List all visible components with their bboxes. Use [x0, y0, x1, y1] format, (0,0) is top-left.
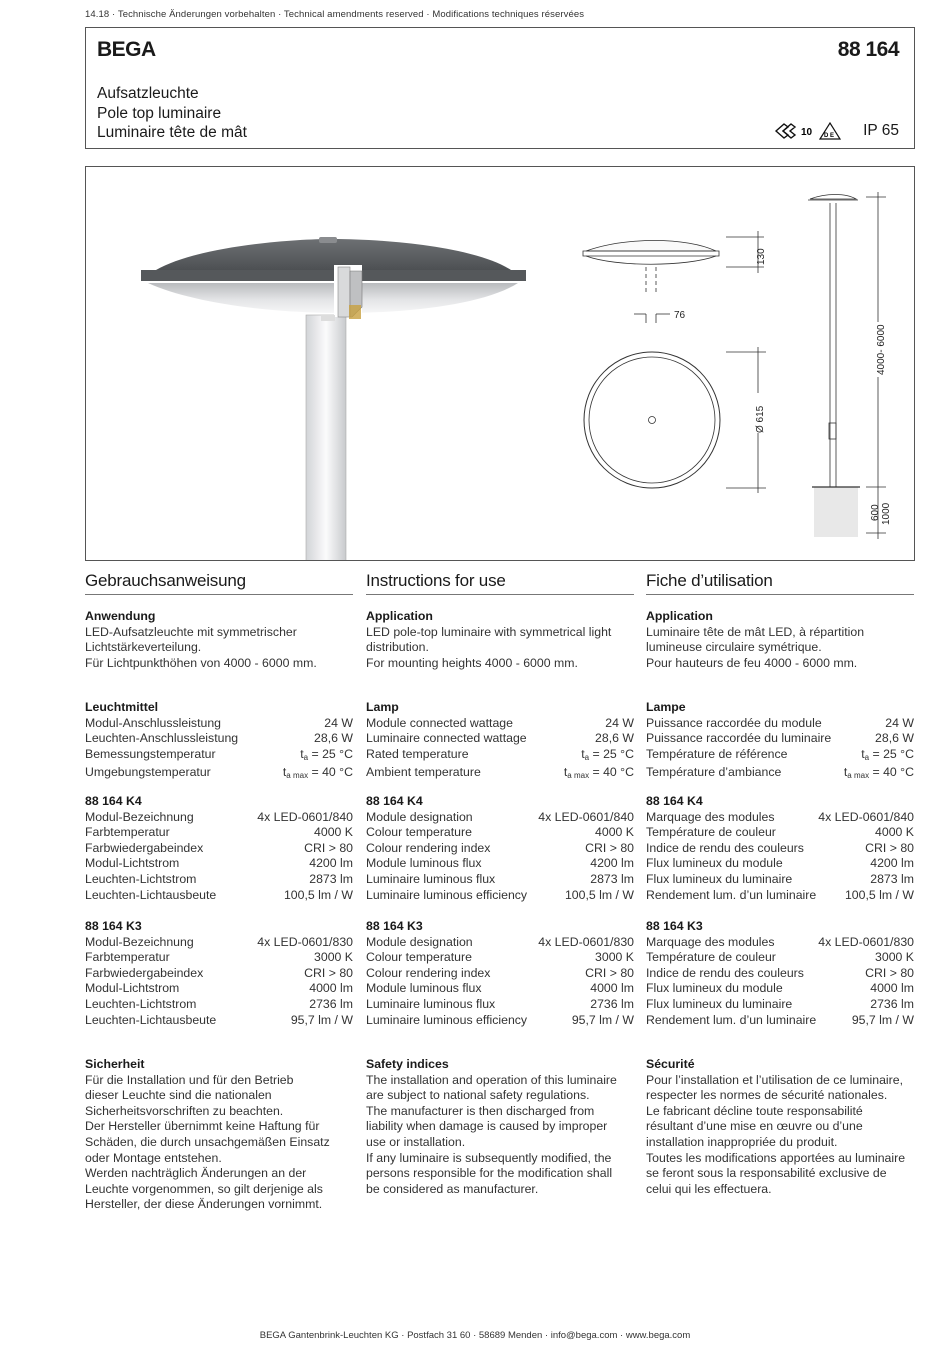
text-line: oder Montage entstehen.	[85, 1150, 222, 1165]
spec-row: Modul-Bezeichnung 4x LED-0601/830	[85, 934, 353, 949]
spec-row: Luminaire luminous flux 2736 lm	[366, 996, 634, 1011]
lamp-section	[85, 700, 353, 784]
text-line: Werden nachträglich Änderungen an der	[85, 1166, 307, 1181]
text-line: Sicherheitsvorschriften zu beachten.	[85, 1103, 284, 1118]
spec-row: Indice de rendu des couleurs CRI > 80	[646, 840, 914, 855]
text-line: se feront sous la responsabilité exclusive de	[646, 1166, 887, 1181]
spec-row: Module designation 4x LED-0601/840	[366, 809, 634, 824]
section-heading: 88 164 K4	[85, 794, 142, 808]
spec-row: Rendement lum. d’un luminaire 95,7 lm / W	[646, 1012, 914, 1027]
text-line: dieser Leuchte sind die nationalen	[85, 1088, 272, 1103]
text-line: celui qui les effectuera.	[646, 1181, 772, 1196]
text-line: LED-Aufsatzleuchte mit symmetrischer	[85, 624, 297, 639]
text-line: are subject to national safety regulations.	[366, 1088, 590, 1103]
spec-row: Umgebungstemperatur $t_{a max} = 40$ °C	[85, 765, 353, 781]
dim-mount-height: 4000- 6000	[876, 324, 887, 375]
column-fr	[646, 571, 914, 1196]
spec-row: Module connected wattage 24 W	[366, 715, 634, 730]
dim-height: 130	[756, 248, 767, 265]
top-view	[584, 347, 766, 493]
spec-row: Marquage des modules 4x LED-0601/830	[646, 934, 914, 949]
technical-drawing	[86, 167, 915, 561]
text-line: For mounting heights 4000 - 6000 mm.	[366, 655, 578, 670]
section-heading: Anwendung	[85, 609, 156, 623]
spec-row: Modul-Lichtstrom 4200 lm	[85, 856, 353, 871]
product-name-en: Pole top luminaire	[97, 104, 222, 122]
spec-row: Rendement lum. d’un luminaire 100,5 lm / W	[646, 887, 914, 902]
spec-row: Module designation 4x LED-0601/830	[366, 934, 634, 949]
spec-row: Leuchten-Lichtausbeute 100,5 lm / W	[85, 887, 353, 902]
spec-row: Colour temperature 4000 K	[366, 825, 634, 840]
dim-pole: 76	[674, 310, 686, 321]
spec-row: Leuchten-Lichtstrom 2736 lm	[85, 996, 353, 1011]
text-line: lumineuse circulaire symétrique.	[646, 640, 822, 655]
cert-mark: D E	[824, 133, 835, 139]
product-drawing	[85, 166, 915, 561]
pole-elevation	[808, 192, 886, 539]
company-footer: BEGA Gantenbrink-Leuchten KG · Postfach 31 60 · 58689 Menden · info@bega.com · www.bega.com	[259, 1330, 691, 1341]
spec-row: Luminaire connected wattage 28,6 W	[366, 731, 634, 746]
text-line: The manufacturer is then discharged from	[366, 1103, 595, 1118]
section-heading: Safety indices	[366, 1057, 449, 1071]
application-section	[85, 609, 353, 671]
spec-row: Flux lumineux du module 4200 lm	[646, 856, 914, 871]
text-line: Pour l’installation et l’utilisation de ce luminaire,	[646, 1072, 903, 1087]
brand-name: BEGA	[97, 38, 156, 61]
text-line: respecter les normes de sécurité nationales.	[646, 1088, 888, 1103]
spec-row: Flux lumineux du module 4000 lm	[646, 981, 914, 996]
text-line: Hersteller, der diese Änderungen vornimmt.	[85, 1197, 323, 1212]
k4-section	[366, 794, 634, 903]
column-title: Fiche d’utilisation	[646, 573, 914, 595]
section-heading: 88 164 K4	[646, 794, 703, 808]
text-line: distribution.	[366, 640, 429, 655]
text-line: Luminaire tête de mât LED, à répartition	[646, 624, 865, 639]
text-line: Schäden, die durch unsachgemäßen Einsatz	[85, 1134, 330, 1149]
text-line: Toutes les modifications apportées au luminaire	[646, 1150, 906, 1165]
section-heading: Sicherheit	[85, 1057, 145, 1071]
text-line: Für die Installation und für den Betrieb	[85, 1072, 294, 1087]
spec-row: Modul-Bezeichnung 4x LED-0601/840	[85, 809, 353, 824]
product-name-fr: Luminaire tête de mât	[97, 124, 247, 141]
section-heading: Lampe	[646, 700, 686, 714]
dim-diameter: Ø 615	[755, 405, 766, 433]
section-heading: Lamp	[366, 700, 399, 714]
spec-row: Modul-Anschlussleistung 24 W	[85, 715, 353, 730]
spec-row: Flux lumineux du luminaire 2736 lm	[646, 996, 914, 1011]
spec-row: Luminaire luminous flux 2873 lm	[366, 871, 634, 886]
lamp-section	[366, 700, 634, 784]
section-heading: 88 164 K3	[366, 919, 423, 933]
article-number: 88 164	[837, 38, 899, 61]
text-line: be considered as manufacturer.	[366, 1181, 539, 1196]
spec-row: Puissance raccordée du module 24 W	[646, 715, 914, 730]
product-names	[97, 84, 247, 143]
spec-row: Colour temperature 3000 K	[366, 950, 634, 965]
section-heading: 88 164 K4	[366, 794, 423, 808]
ip-rating: IP 65	[863, 122, 899, 139]
spec-row: Farbwiedergabeindex CRI > 80	[85, 840, 353, 855]
spec-row: Rated temperature $t_a = 25$ °C	[366, 746, 634, 762]
text-line: résultant d’une mise en œuvre ou d’une	[646, 1119, 863, 1134]
k3-section	[646, 919, 914, 1028]
spec-row: Module luminous flux 4000 lm	[366, 981, 634, 996]
k3-section	[366, 919, 634, 1028]
safety-section	[646, 1057, 914, 1197]
spec-row: Puissance raccordée du luminaire 28,6 W	[646, 731, 914, 746]
text-line: Le fabricant décline toute responsabilité	[646, 1103, 863, 1118]
text-line: Leuchte vorgenommen, so gilt derjenige als	[85, 1181, 323, 1196]
section-heading: Leuchtmittel	[85, 700, 159, 714]
spec-row: Température de couleur 4000 K	[646, 825, 914, 840]
spec-row: Ambient temperature $t_{a max} = 40$ °C	[366, 765, 634, 781]
text-line: LED pole-top luminaire with symmetrical light	[366, 624, 612, 639]
spec-row: Température de couleur 3000 K	[646, 950, 914, 965]
text-line: Lichtstärkeverteilung.	[85, 640, 202, 655]
column-title: Instructions for use	[366, 573, 634, 595]
column-title: Gebrauchsanweisung	[85, 573, 353, 595]
text-line: Pour hauteurs de feu 4000 - 6000 mm.	[646, 655, 858, 670]
spec-row: Farbtemperatur 3000 K	[85, 950, 353, 965]
spec-row: Farbtemperatur 4000 K	[85, 825, 353, 840]
text-line: Für Lichtpunkthöhen von 4000 - 6000 mm.	[85, 655, 317, 670]
product-header	[85, 27, 915, 149]
spec-row: Luminaire luminous efficiency 95,7 lm / W	[366, 1012, 634, 1027]
dim-ground-2: 1000	[881, 502, 892, 525]
spec-row: Luminaire luminous efficiency 100,5 lm / W	[366, 887, 634, 902]
luminaire-cutaway	[141, 237, 526, 561]
text-line: Der Hersteller übernimmt keine Haftung für	[85, 1119, 320, 1134]
k4-section	[646, 794, 914, 903]
spec-row: Colour rendering index CRI > 80	[366, 965, 634, 980]
text-line: installation inappropriée du produit.	[646, 1134, 838, 1149]
section-heading: Application	[646, 609, 713, 623]
text-line: liability when damage is caused by improper	[366, 1119, 608, 1134]
k3-section	[85, 919, 353, 1028]
application-section	[366, 609, 634, 671]
k4-section	[85, 794, 353, 903]
column-en	[366, 571, 634, 1196]
safety-section	[85, 1057, 353, 1213]
text-line: use or installation.	[366, 1134, 466, 1149]
cert-number: 10	[801, 127, 813, 138]
text-line: If any luminaire is subsequently modified, the	[366, 1150, 612, 1165]
spec-row: Module luminous flux 4200 lm	[366, 856, 634, 871]
section-heading: 88 164 K3	[85, 919, 142, 933]
spec-row: Bemessungstemperatur $t_a = 25$ °C	[85, 746, 353, 762]
spec-row: Marquage des modules 4x LED-0601/840	[646, 809, 914, 824]
spec-row: Leuchten-Anschlussleistung 28,6 W	[85, 731, 353, 746]
text-line: The installation and operation of this luminaire	[366, 1072, 617, 1087]
spec-row: Température d’ambiance $t_{a max} = 40$ °C	[646, 765, 914, 781]
text-line: persons responsible for the modification shall	[366, 1166, 613, 1181]
amendments-notice: 14.18 · Technische Änderungen vorbehalten · Technical amendments reserved · Modifications techniques réservées	[85, 9, 585, 20]
section-heading: Application	[366, 609, 433, 623]
spec-row: Farbwiedergabeindex CRI > 80	[85, 965, 353, 980]
spec-row: Leuchten-Lichtstrom 2873 lm	[85, 871, 353, 886]
spec-row: Modul-Lichtstrom 4000 lm	[85, 981, 353, 996]
application-section	[646, 609, 914, 671]
lamp-section	[646, 700, 914, 784]
spec-row: Flux lumineux du luminaire 2873 lm	[646, 871, 914, 886]
section-heading: 88 164 K3	[646, 919, 703, 933]
safety-section	[366, 1057, 634, 1197]
column-de	[85, 571, 353, 1212]
spec-row: Leuchten-Lichtausbeute 95,7 lm / W	[85, 1012, 353, 1027]
section-heading: Sécurité	[646, 1057, 695, 1071]
spec-row: Température de référence $t_a = 25$ °C	[646, 746, 914, 762]
certification-marks-icon	[774, 120, 844, 142]
product-name-de: Aufsatzleuchte	[97, 85, 199, 102]
dim-ground-1: 600	[870, 504, 881, 521]
spec-row: Indice de rendu des couleurs CRI > 80	[646, 965, 914, 980]
spec-row: Colour rendering index CRI > 80	[366, 840, 634, 855]
